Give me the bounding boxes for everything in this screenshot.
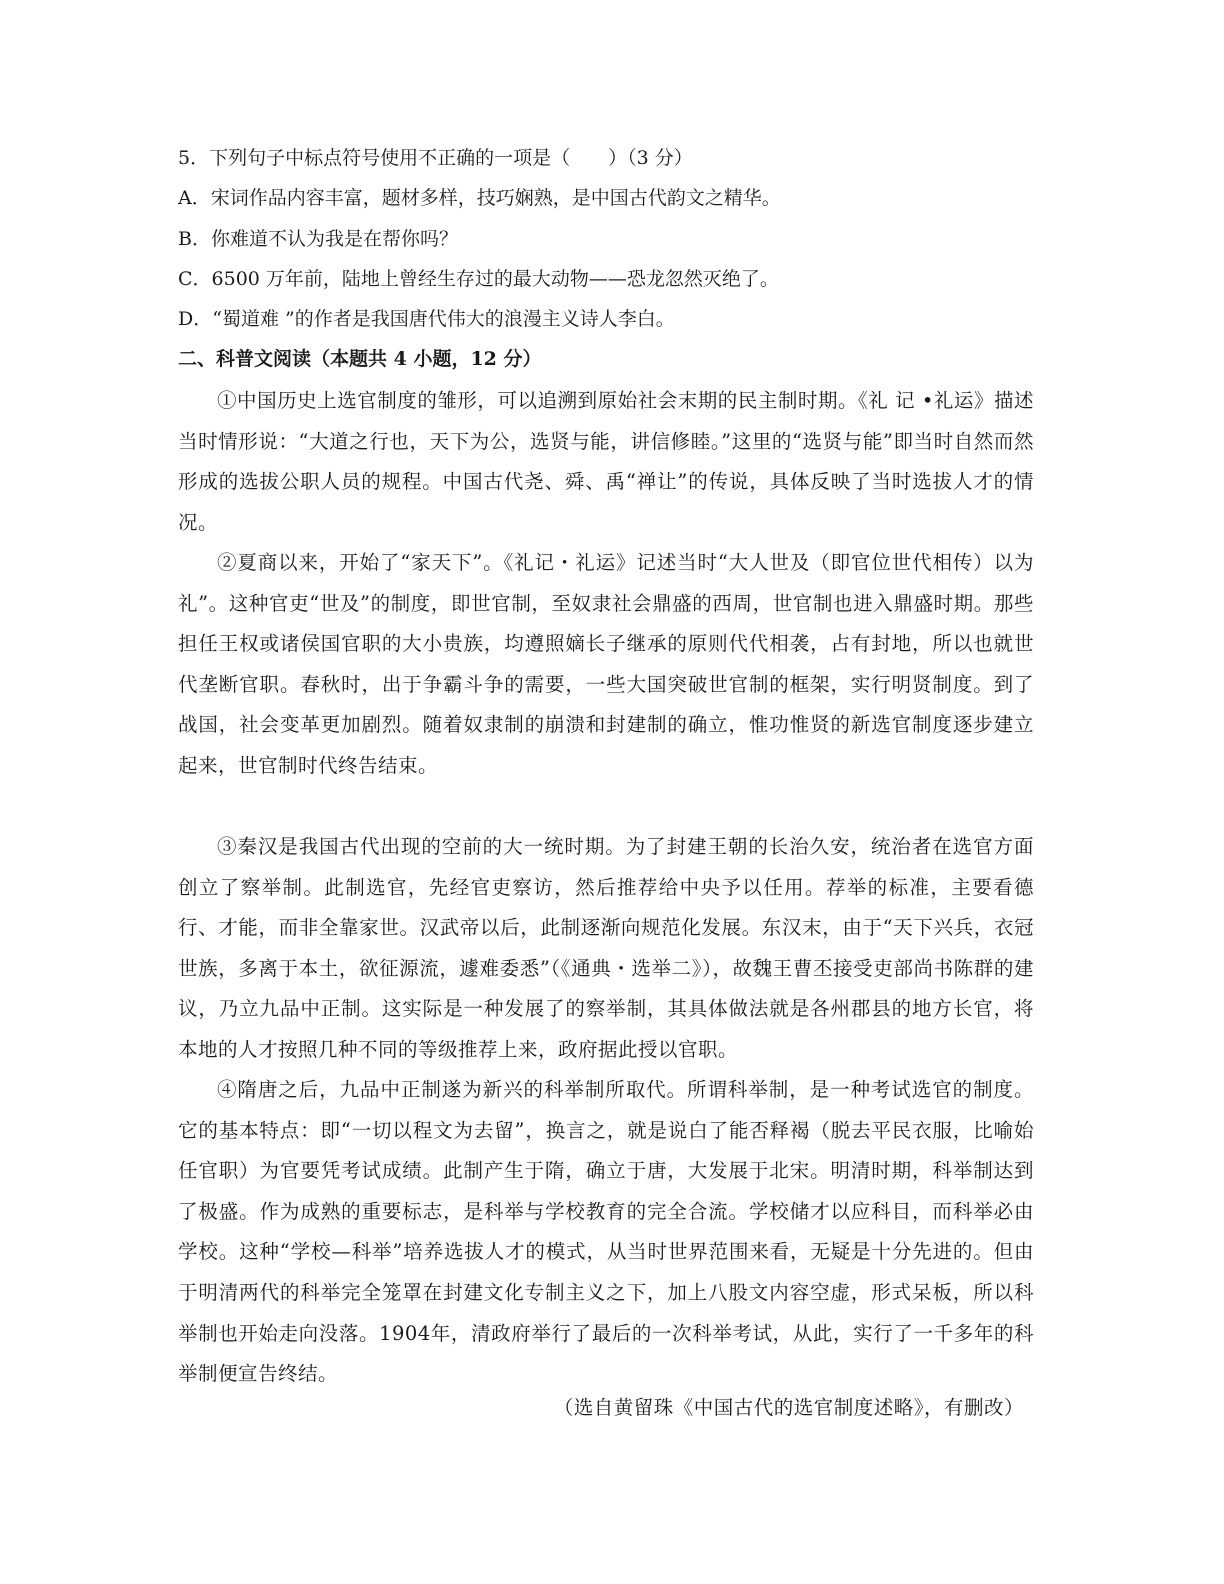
question-5-option-c: C．6500 万年前，陆地上曾经生存过的最大动物——恐龙忽然灭绝了。 <box>178 268 779 290</box>
passage-paragraph-2: ②夏商以来，开始了“家天下”。《礼记・礼运》记述当时“大人世及（即官位世代相传）以为礼”。这种官吏“世及”的制度，即世官制，至奴隶社会鼎盛的西周，世官制也进入鼎盛时期。那些担任王权或诸侯国官职的大小贵族，均遵照嫡长子继承的原则代代相袭，占有封地，所以也就世代垄断官职。春秋时，出于争霸斗争的需要，一些大国突破世官制的框架，实行明贤制度。到了战国，社会变革更加剧烈。随着奴隶制的崩溃和封建制的确立，惟功惟贤的新选官制度逐步建立起来，世官制时代终告结束。 <box>178 551 1034 777</box>
passage-source: （选自黄留珠《中国古代的选官制度述略》，有删改） <box>553 1396 1024 1419</box>
passage-paragraph-4: ④隋唐之后，九品中正制遂为新兴的科举制所取代。所谓科举制，是一种考试选官的制度。它的基本特点：即“一切以程文为去留”，换言之，就是说白了能否释褐（脱去平民衣服，比喻始任官职）为官要凭考试成绩。此制产生于隋，确立于唐，大发展于北宋。明清时期，科举制达到了极盛。作为成熟的重要标志，是科举与学校教育的完全合流。学校储才以应科目，而科举必由学校。这种“学校—科举”培养选拔人才的模式，从当时世界范围来看，无疑是十分先进的。但由于明清两代的科举完全笼罩在封建文化专制主义之下，加上八股文内容空虚，形式呆板，所以科举制也开始走向没落。1904年，清政府举行了最后的一次科举考试，从此，实行了一千多年的科举制便宣告终结。 <box>178 1078 1034 1386</box>
passage-paragraph-3: ③秦汉是我国古代出现的空前的大一统时期。为了封建王朝的长治久安，统治者在选官方面创立了察举制。此制选官，先经官吏察访，然后推荐给中央予以任用。荐举的标准，主要看德行、才能，而非全靠家世。汉武帝以后，此制逐渐向规范化发展。东汉末，由于“天下兴兵，衣冠世族，多离于本土，欲征源流，遽难委悉”（《通典・选举二》），故魏王曹丕接受吏部尚书陈群的建议，乃立九品中正制。这实际是一种发展了的察举制，其具体做法就是各州郡县的地方长官，将本地的人才按照几种不同的等级推荐上来，政府据此授以官职。 <box>178 835 1034 1061</box>
question-5-stem: 5．下列句子中标点符号使用不正确的一项是（ ）（3 分） <box>178 147 693 169</box>
passage-paragraph-1: ①中国历史上选官制度的雏形，可以追溯到原始社会末期的民主制时期。《礼 记 •礼运》描述当时情形说：“大道之行也，天下为公，选贤与能，讲信修睦。”这里的“选贤与能”即当时自然而然形成的选拔公职人员的规程。中国古代尧、舜、禹“禅让”的传说，具体反映了当时选拔人才的情况。 <box>178 389 1034 534</box>
question-5-option-b: B．你难道不认为我是在帮你吗？ <box>178 228 458 250</box>
section-2-title: 二、科普文阅读（本题共 4 小题，12 分） <box>178 348 542 370</box>
question-5-option-d: D．“蜀道难 ”的作者是我国唐代伟大的浪漫主义诗人李白。 <box>178 308 675 330</box>
question-5-option-a: A．宋词作品内容丰富，题材多样，技巧娴熟，是中国古代韵文之精华。 <box>178 187 781 209</box>
